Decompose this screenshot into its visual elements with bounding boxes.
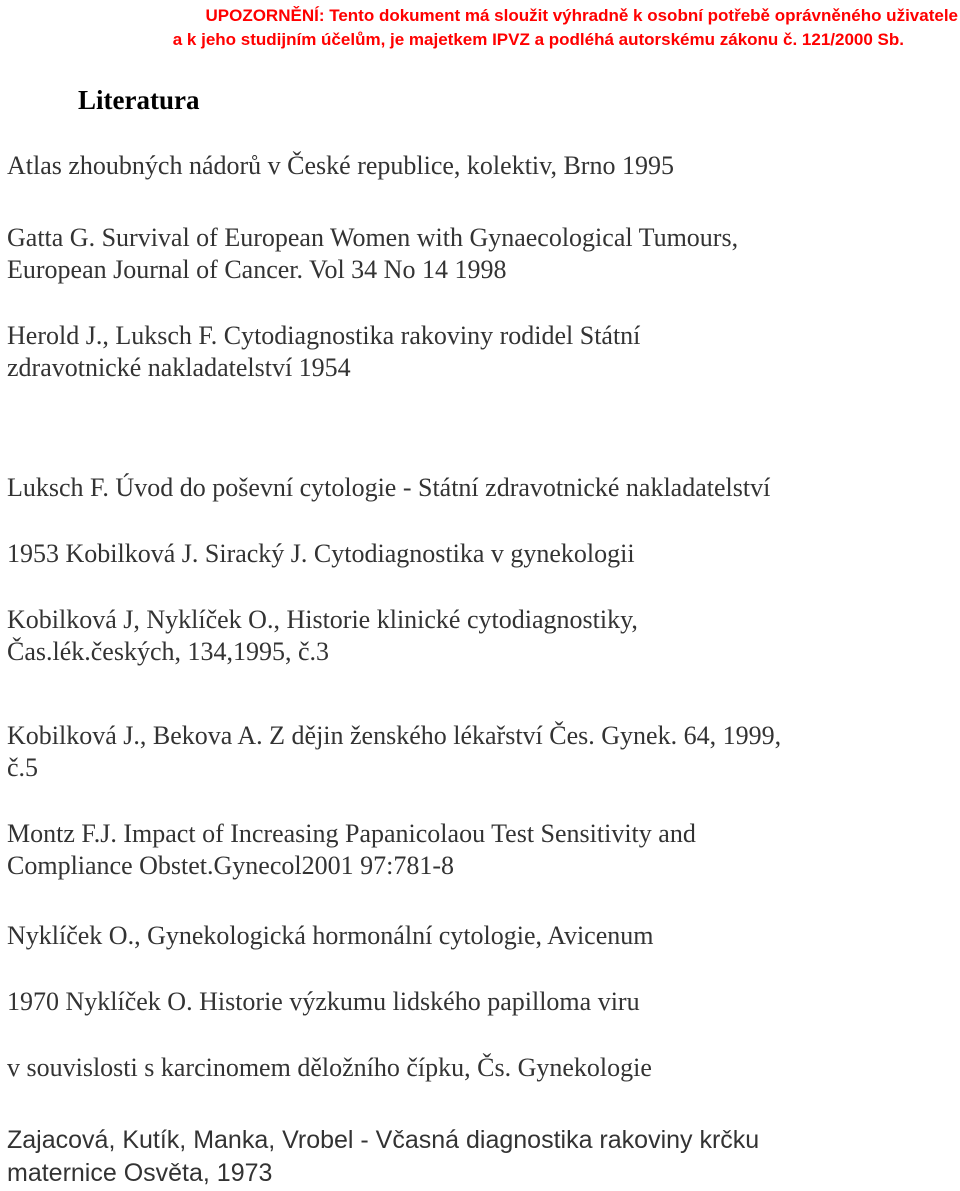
reference-line: Atlas zhoubných nádorů v České republice, kolektiv, Brno 1995 bbox=[7, 151, 674, 180]
reference-line: Nyklíček O., Gynekologická hormonální cytologie, Avicenum bbox=[7, 921, 654, 950]
reference-line: 1970 Nyklíček O. Historie výzkumu lidského papilloma viru bbox=[7, 987, 640, 1016]
reference-line: Luksch F. Úvod do poševní cytologie - Státní zdravotnické nakladatelství bbox=[7, 473, 771, 502]
section-heading: Literatura bbox=[78, 85, 200, 115]
reference-line: v souvislosti s karcinomem děložního čípku, Čs. Gynekologie bbox=[7, 1053, 652, 1082]
reference-item bbox=[7, 222, 957, 286]
reference-item bbox=[7, 472, 957, 504]
reference-line: Čas.lék.českých, 134,1995, č.3 bbox=[7, 637, 330, 666]
reference-line: zdravotnické nakladatelství 1954 bbox=[7, 353, 351, 382]
reference-line: č.5 bbox=[7, 753, 39, 782]
reference-item bbox=[7, 920, 957, 952]
reference-item bbox=[7, 818, 957, 882]
reference-line: European Journal of Cancer. Vol 34 No 14 1998 bbox=[7, 255, 507, 284]
reference-item bbox=[7, 986, 957, 1018]
reference-line: Kobilková J., Bekova A. Z dějin ženského lékařství Čes. Gynek. 64, 1999, bbox=[7, 721, 782, 750]
reference-item bbox=[7, 538, 957, 570]
reference-line: Gatta G. Survival of European Women with Gynaecological Tumours, bbox=[7, 223, 739, 252]
reference-line: 1953 Kobilková J. Siracký J. Cytodiagnostika v gynekologii bbox=[7, 539, 635, 568]
reference-item bbox=[7, 150, 957, 182]
copyright-notice-line-2: a k jeho studijním účelům, je majetkem IPVZ a podléhá autorskému zákonu č. 121/2000 Sb. bbox=[172, 30, 904, 49]
copyright-notice bbox=[0, 4, 960, 52]
reference-line: Montz F.J. Impact of Increasing Papanicolaou Test Sensitivity and bbox=[7, 819, 696, 848]
reference-item bbox=[7, 1052, 957, 1084]
reference-line: Herold J., Luksch F. Cytodiagnostika rakoviny rodidel Státní bbox=[7, 321, 641, 350]
reference-line: Compliance Obstet.Gynecol2001 97:781-8 bbox=[7, 851, 454, 880]
reference-line: Kobilková J, Nyklíček O., Historie klinické cytodiagnostiky, bbox=[7, 605, 638, 634]
reference-line: maternice Osvěta, 1973 bbox=[7, 1159, 273, 1187]
reference-item bbox=[7, 604, 957, 668]
copyright-notice-line-1: UPOZORNĚNÍ: Tento dokument má sloužit výhradně k osobní potřebě oprávněného uživatele bbox=[205, 6, 958, 25]
reference-item bbox=[7, 720, 957, 784]
reference-line: Zajacová, Kutík, Manka, Vrobel - Včasná diagnostika rakoviny krčku bbox=[7, 1126, 760, 1154]
reference-item bbox=[7, 320, 957, 384]
reference-item bbox=[7, 1124, 957, 1190]
